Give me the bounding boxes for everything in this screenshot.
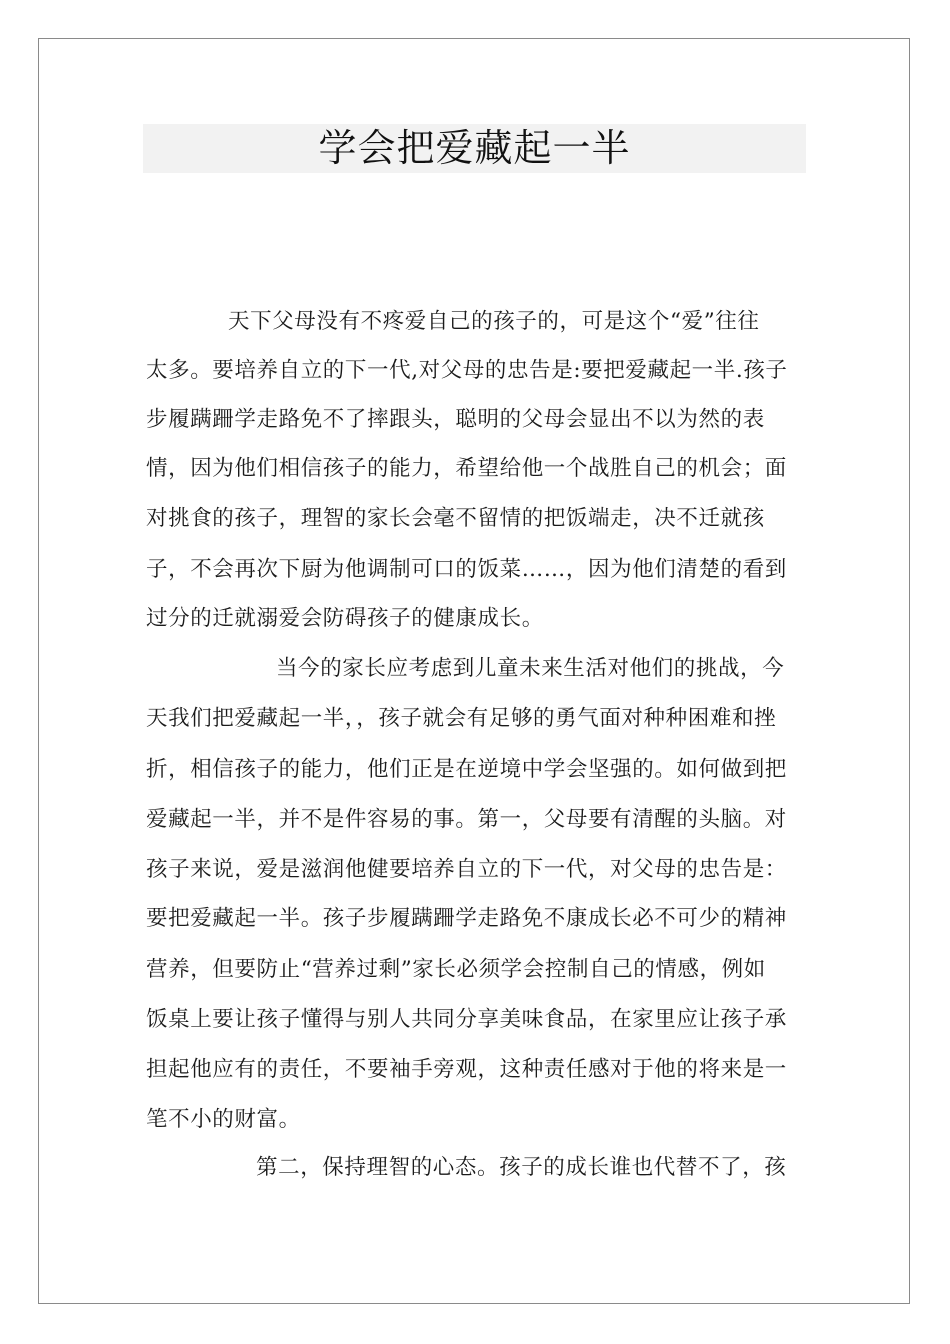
body-line: 子，不会再次下厨为他调制可口的饭菜……，因为他们清楚的看到: [146, 557, 787, 582]
body-line: 情，因为他们相信孩子的能力，希望给他一个战胜自己的机会；面: [146, 456, 787, 481]
body-line: 当今的家长应考虑到儿童未来生活对他们的挑战，今: [276, 656, 785, 681]
document-title: 学会把爱藏起一半: [318, 126, 631, 170]
body-line: 爱藏起一半，并不是件容易的事。第一，父母要有清醒的头脑。对: [146, 807, 787, 832]
body-line: 营养，但要防止“营养过剩”家长必须学会控制自己的情感，例如: [146, 957, 766, 982]
body-line: 过分的迁就溺爱会防碍孩子的健康成长。: [146, 606, 544, 631]
body-line: 饭桌上要让孩子懂得与别人共同分享美味食品，在家里应让孩子承: [146, 1007, 787, 1032]
body-line: 天我们把爱藏起一半，，孩子就会有足够的勇气面对种种困难和挫: [146, 706, 777, 731]
body-line: 太多。要培养自立的下一代,对父母的忠告是:要把爱藏起一半.孩子: [146, 358, 788, 383]
body-line: 对挑食的孩子，理智的家长会毫不留情的把饭端走，决不迁就孩: [146, 506, 765, 531]
body-line: 天下父母没有不疼爱自己的孩子的，可是这个“爱”往往: [228, 309, 760, 334]
body-line: 担起他应有的责任，不要袖手旁观，这种责任感对于他的将来是一: [146, 1057, 787, 1082]
body-line: 折，相信孩子的能力，他们正是在逆境中学会坚强的。如何做到把: [146, 757, 787, 782]
body-line: 步履蹒跚学走路免不了摔跟头，聪明的父母会显出不以为然的表: [146, 407, 765, 432]
body-line: 第二，保持理智的心态。孩子的成长谁也代替不了，孩: [256, 1155, 787, 1180]
body-line: 孩子来说，爱是滋润他健要培养自立的下一代，对父母的忠告是：: [146, 857, 787, 882]
body-line: 要把爱藏起一半。孩子步履蹒跚学走路免不康成长必不可少的精神: [146, 906, 787, 931]
body-line: 笔不小的财富。: [146, 1107, 301, 1132]
